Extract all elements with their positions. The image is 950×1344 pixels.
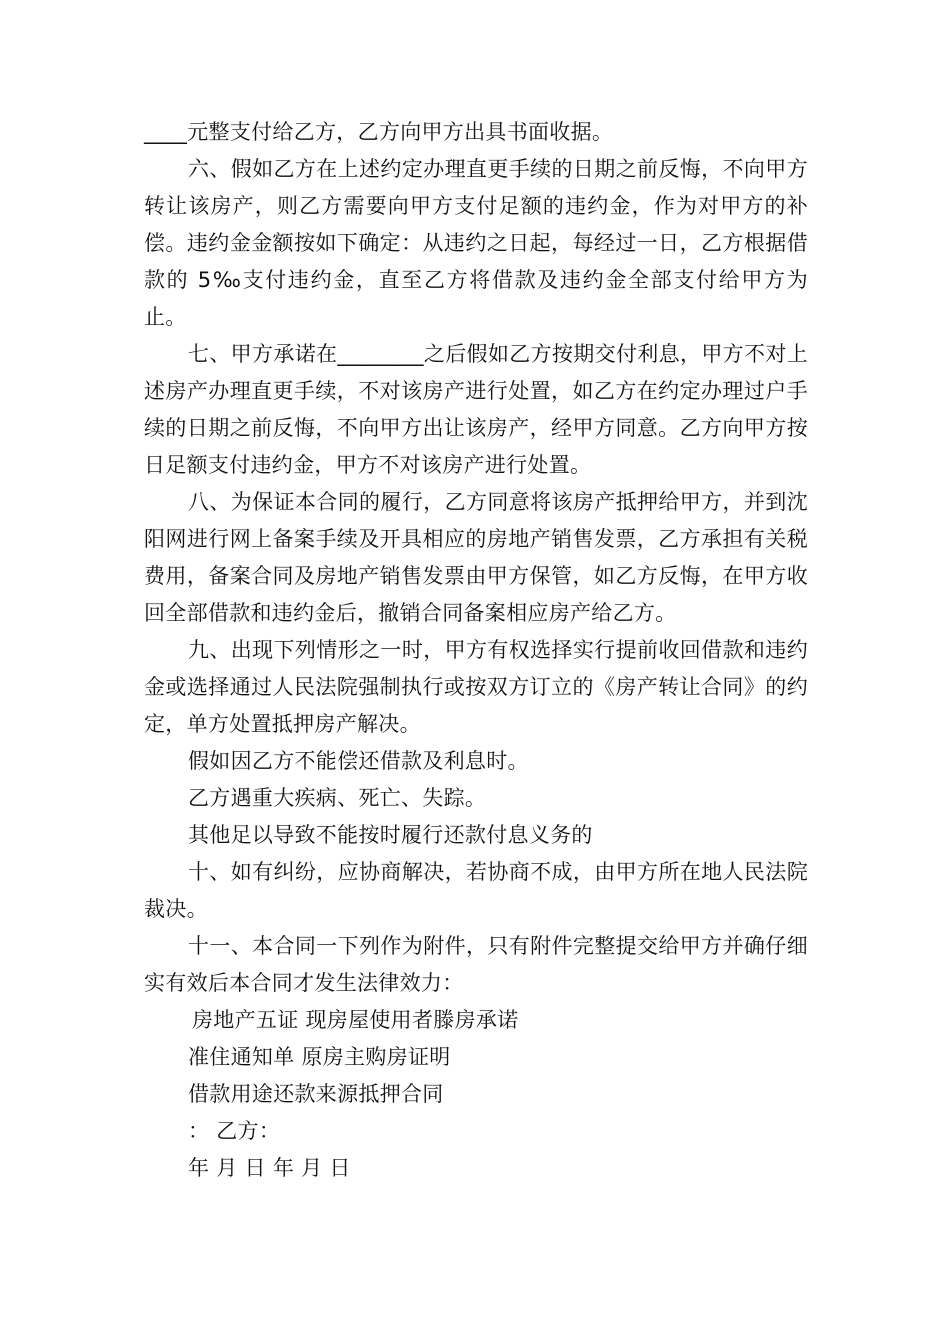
paragraph-clause-nine: 九、出现下列情形之一时，甲方有权选择实行提前收回借款和违约金或选择通过人民法院强制执行或按双方订立的《房产转让合同》的约定，单方处置抵押房产解决。 — [144, 638, 808, 736]
signature-line: ： 乙方： — [188, 1119, 281, 1143]
paragraph-clause-eleven: 十一、本合同一下列作为附件，只有附件完整提交给甲方并确仔细实有效后本合同才发生法律效力： — [144, 934, 808, 995]
attachment-line-1: 房地产五证 现房屋使用者滕房承诺 — [192, 1008, 519, 1032]
date-line: 年 月 日 年 月 日 — [188, 1156, 351, 1180]
paragraph-condition-1: 假如因乙方不能偿还借款及利息时。 — [188, 749, 529, 773]
paragraph-clause-seven: 七、甲方承诺在________之后假如乙方按期交付利息，甲方不对上述房产办理直更手续，不对该房产进行处置，如乙方在约定办理过户手续的日期之前反悔，不向甲方出让该房产，经甲方同意。乙方向甲方按日足额支付违约金，甲方不对该房产进行处置。 — [144, 342, 808, 477]
paragraph-condition-2: 乙方遇重大疾病、死亡、失踪。 — [188, 786, 487, 810]
attachment-line-2: 准住通知单 原房主购房证明 — [188, 1045, 451, 1069]
contract-body — [144, 114, 808, 1187]
paragraph-clause-six: 六、假如乙方在上述约定办理直更手续的日期之前反悔，不向甲方转让该房产，则乙方需要向甲方支付足额的违约金，作为对甲方的补偿。违约金金额按如下确定：从违约之日起，每经过一日，乙方根据借款的 5‰支付违约金，直至乙方将借款及违约金全部支付给甲方为止。 — [144, 157, 808, 329]
paragraph-condition-3: 其他足以导致不能按时履行还款付息义务的 — [188, 823, 593, 847]
paragraph-clause-eight: 八、为保证本合同的履行，乙方同意将该房产抵押给甲方，并到沈阳网进行网上备案手续及开具相应的房地产销售发票，乙方承担有关税费用，备案合同及房地产销售发票由甲方保管，如乙方反悔，在甲方收回全部借款和违约金后，撤销合同备案相应房产给乙方。 — [144, 490, 808, 625]
paragraph-payment-receipt: ____元整支付给乙方，乙方向甲方出具书面收据。 — [144, 120, 614, 144]
attachment-line-3: 借款用途还款来源抵押合同 — [188, 1082, 444, 1106]
paragraph-clause-ten: 十、如有纠纷，应协商解决，若协商不成，由甲方所在地人民法院裁决。 — [144, 860, 808, 921]
